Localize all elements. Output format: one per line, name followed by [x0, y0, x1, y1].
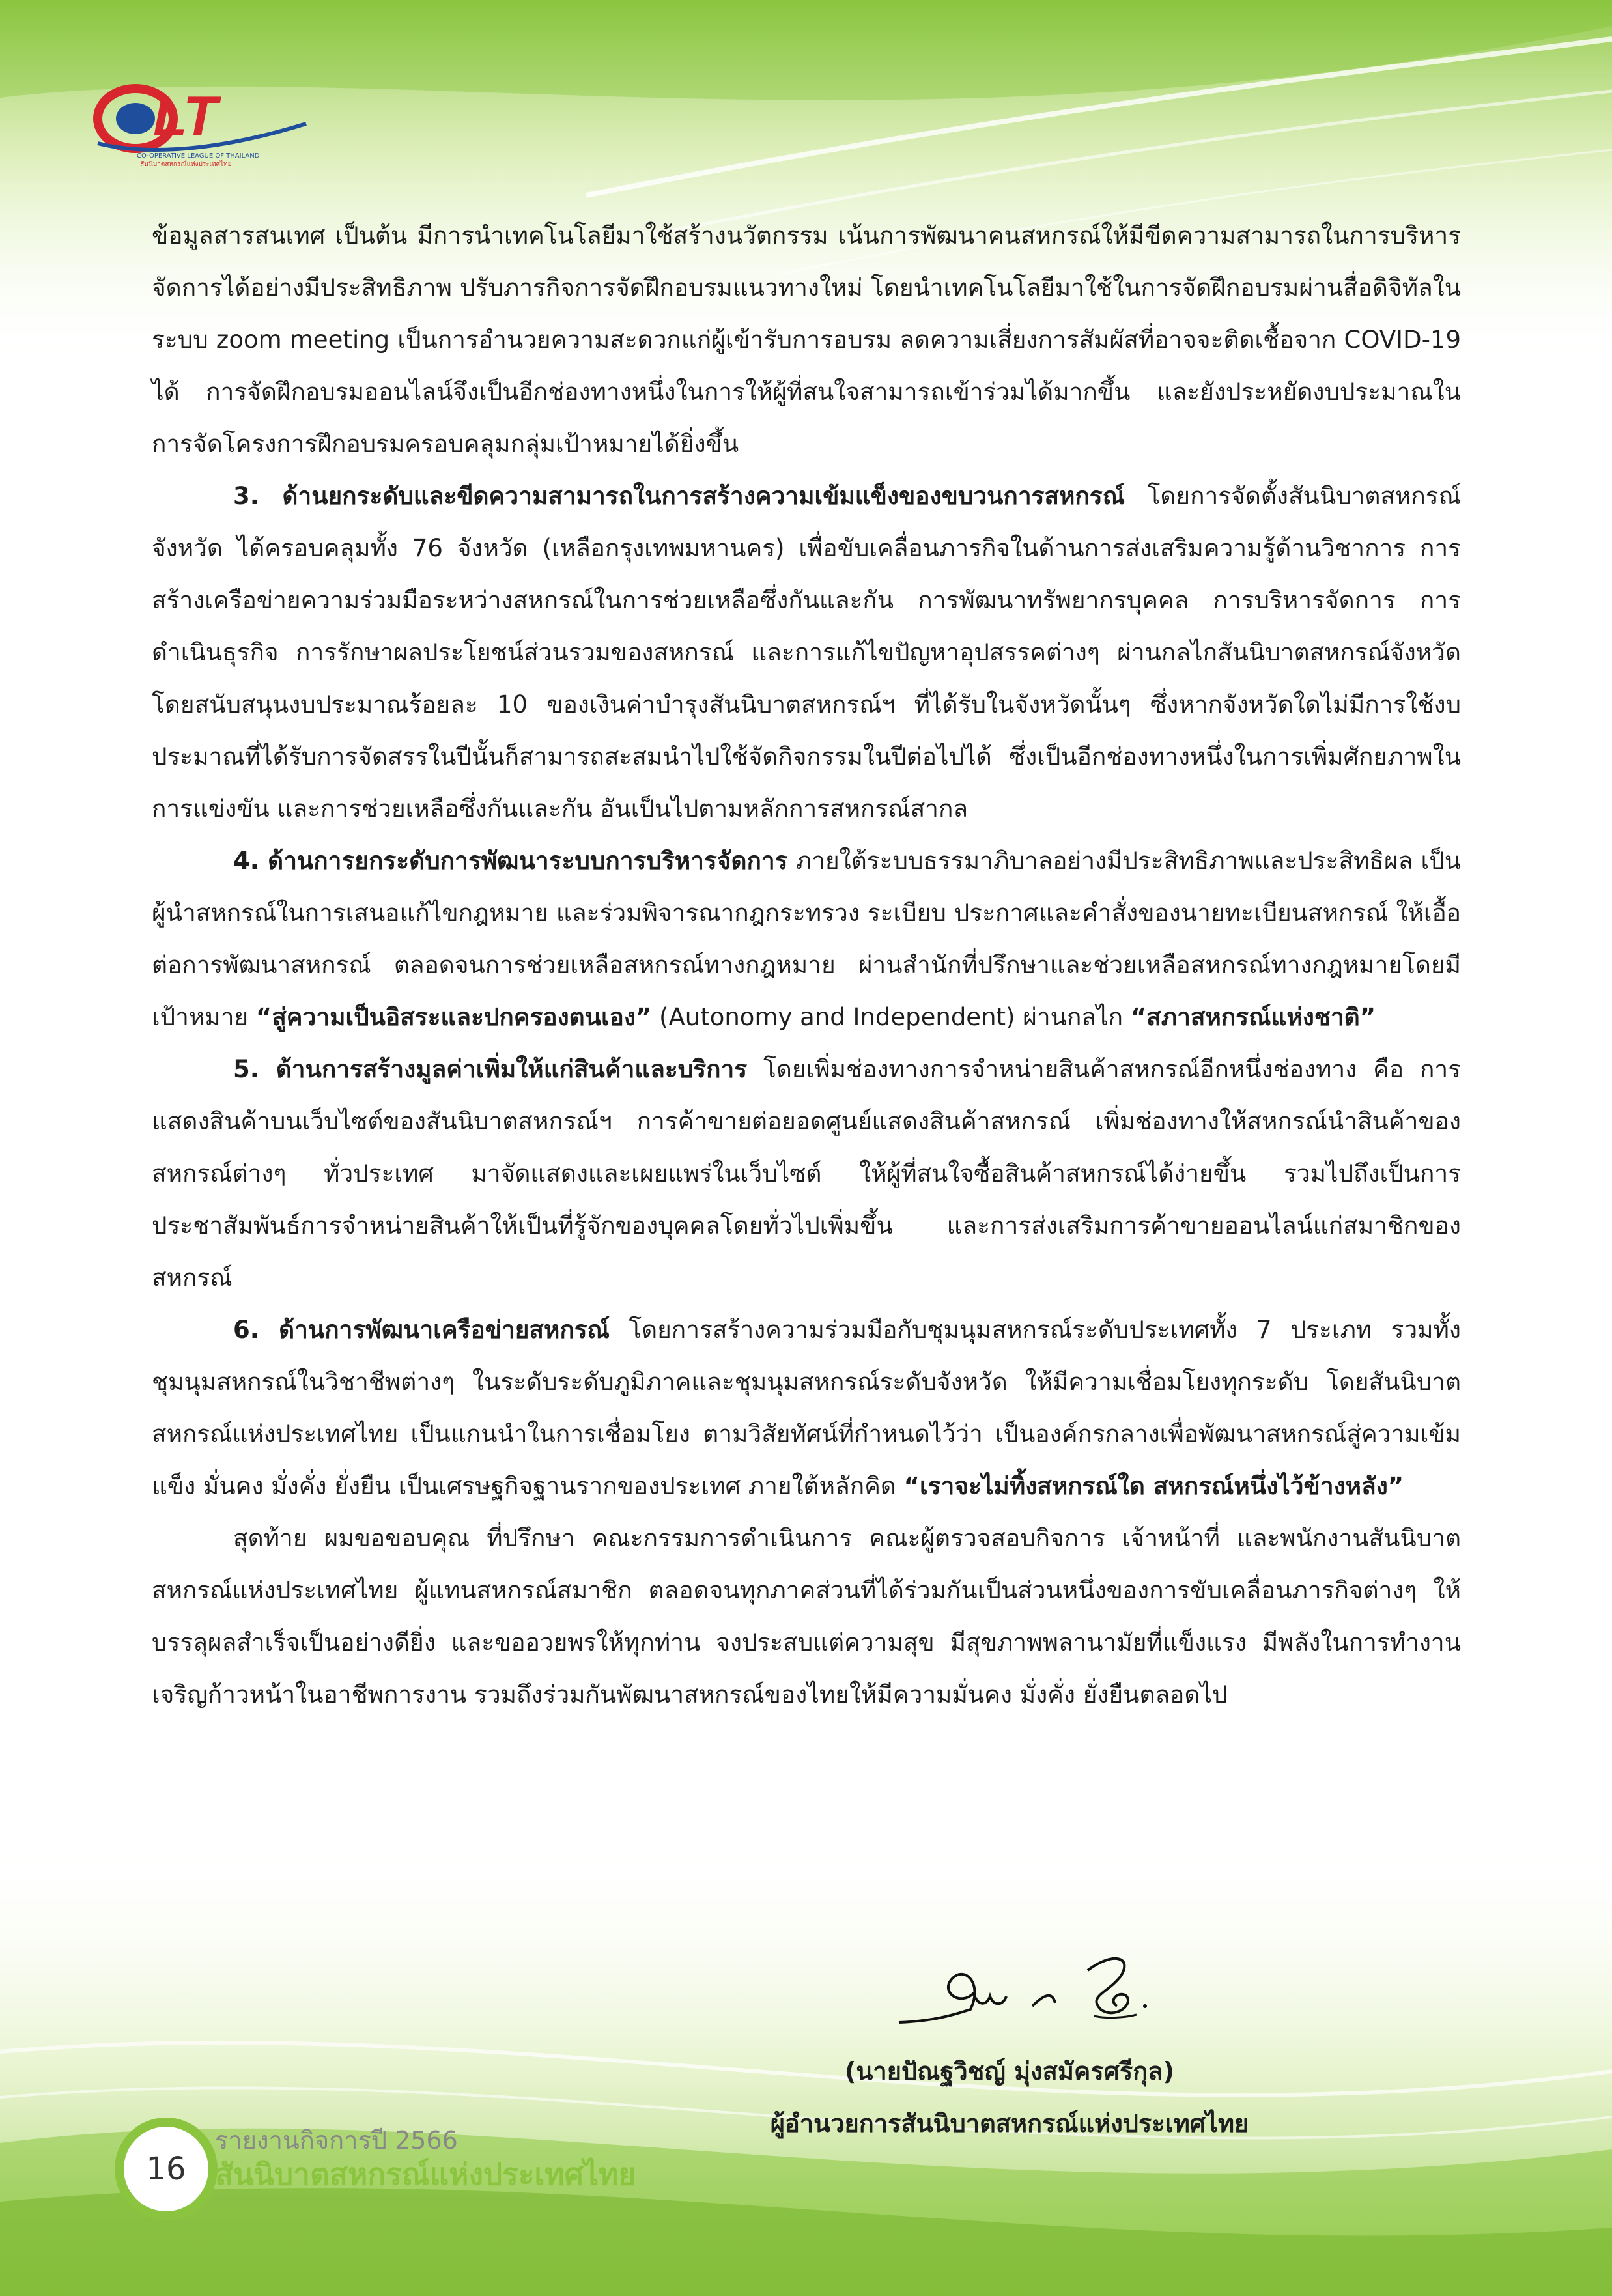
item-4-text-2: (Autonomy and Independent) ผ่านกลไก [651, 1003, 1131, 1031]
paragraph-item-6 [152, 1304, 1461, 1512]
footer-report-title: รายงานกิจการปี 2566 [215, 2126, 458, 2155]
item-3-text: โดยการจัดตั้งสันนิบาตสหกรณ์จังหวัด ได้ครอบคลุมทั้ง 76 จังหวัด (เหลือกรุงเทพมหานคร) เพื่อขับเคลื่อนภารกิจในด้านการส่งเสริมความรู้ด้านวิชาการ การสร้างเครือข่ายความร่วมมือระหว่างสหกรณ์ในการช่วยเหลือซึ่งกันและกัน การพัฒนาทรัพยากรบุคคล การบริหารจัดการ การดำเนินธุรกิจ การรักษาผลประโยชน์ส่วนรวมของสหกรณ์ และการแก้ไขปัญหาอุปสรรคต่างๆ ผ่านกลไกสันนิบาตสหกรณ์จังหวัด โดยสนับสนุนงบประมาณร้อยละ 10 ของเงินค่าบำรุงสันนิบาตสหกรณ์ฯ ที่ได้รับในจังหวัดนั้นๆ ซึ่งหากจังหวัดใดไม่มีการใช้งบประมาณที่ได้รับการจัดสรรในปีนั้นก็สามารถสะสมนำไปใช้จัดกิจกรรมในปีต่อไปได้ ซึ่งเป็นอีกช่องทางหนึ่งในการเพิ่มศักยภาพในการแข่งขัน และการช่วยเหลือซึ่งกันและกัน อันเป็นไปตามหลักการสหกรณ์สากล [152, 482, 1461, 823]
page-number: 16 [146, 2151, 186, 2187]
item-4-heading: 4. ด้านการยกระดับการพัฒนาระบบการบริหารจัดการ [233, 847, 788, 875]
signer-name: (นายปัณฐวิชญ์ มุ่งสมัครศรีกุล) [845, 2057, 1174, 2086]
item-3-heading: 3. ด้านยกระดับและขีดความสามารถในการสร้างความเข้มแข็งของขบวนการสหกรณ์ [233, 482, 1125, 510]
signer-position: ผู้อำนวยการสันนิบาตสหกรณ์แห่งประเทศไทย [770, 2109, 1249, 2138]
item-6-motto: “เราจะไม่ทิ้งสหกรณ์ใด สหกรณ์หนึ่งไว้ข้างหลัง” [903, 1472, 1404, 1500]
logo-tagline-en: CO-OPERATIVE LEAGUE OF THAILAND [137, 152, 260, 160]
item-4-text: ภายใต้ระบบธรรมาภิบาลอย่างมีประสิทธิภาพและประสิทธิผล เป็นผู้นำสหกรณ์ในการเสนอแก้ไขกฎหมาย และร่วมพิจารณากฎกระทรวง ระเบียบ ประกาศและคำสั่งของนายทะเบียนสหกรณ์ ให้เอื้อต่อการพัฒนาสหกรณ์ ตลอดจนการช่วยเหลือสหกรณ์ทางกฎหมาย ผ่านสำนักที่ปรึกษาและช่วยเหลือสหกรณ์ทางกฎหมายโดยมีเป้าหมาย [152, 847, 1461, 1031]
paragraph-closing: สุดท้าย ผมขอขอบคุณ ที่ปรึกษา คณะกรรมการดำเนินการ คณะผู้ตรวจสอบกิจการ เจ้าหน้าที่ และพนักงานสันนิบาตสหกรณ์แห่งประเทศไทย ผู้แทนสหกรณ์สมาชิก ตลอดจนทุกภาคส่วนที่ได้ร่วมกันเป็นส่วนหนึ่งของการขับเคลื่อนภารกิจต่างๆ ให้บรรลุผลสำเร็จเป็นอย่างดียิ่ง และขออวยพรให้ทุกท่าน จงประสบแต่ความสุข มีสุขภาพพลานามัยที่แข็งแรง มีพลังในการทำงาน เจริญก้าวหน้าในอาชีพการงาน รวมถึงร่วมกันพัฒนาสหกรณ์ของไทยให้มีความมั่นคง มั่งคั่ง ยั่งยืนตลอดไป [152, 1524, 1461, 1708]
paragraph-item-3 [152, 470, 1461, 835]
item-6-heading: 6. ด้านการพัฒนาเครือข่ายสหกรณ์ [233, 1316, 610, 1344]
letter-body [152, 210, 1461, 1721]
signer-block [716, 2045, 1303, 2149]
item-5-heading: 5. ด้านการสร้างมูลค่าเพิ่มให้แก่สินค้าและบริการ [233, 1055, 748, 1083]
paragraph-item-5 [152, 1043, 1461, 1304]
paragraph-intro: ข้อมูลสารสนเทศ เป็นต้น มีการนำเทคโนโลยีมาใช้สร้างนวัตกรรม เน้นการพัฒนาคนสหกรณ์ให้มีขีดความสามารถในการบริหารจัดการได้อย่างมีประสิทธิภาพ ปรับภารกิจการจัดฝึกอบรมแนวทางใหม่ โดยนำเทคโนโลยีมาใช้ในการจัดฝึกอบรมผ่านสื่อดิจิทัลในระบบ zoom meeting เป็นการอำนวยความสะดวกแก่ผู้เข้ารับการอบรม ลดความเสี่ยงการสัมผัสที่อาจจะติดเชื้อจาก COVID-19 ได้ การจัดฝึกอบรมออนไลน์จึงเป็นอีกช่องทางหนึ่งในการให้ผู้ที่สนใจสามารถเข้าร่วมได้มากขึ้น และยังประหยัดงบประมาณในการจัดโครงการฝึกอบรมครอบคลุมกลุ่มเป้าหมายได้ยิ่งขึ้น [152, 221, 1461, 458]
footer-org-name: สันนิบาตสหกรณ์แห่งประเทศไทย [215, 2157, 636, 2192]
svg-text:LT: LT [153, 85, 218, 148]
item-4-mechanism-quote: “สภาสหกรณ์แห่งชาติ” [1130, 1003, 1376, 1031]
handwritten-signature [892, 1944, 1172, 2042]
item-5-text: โดยเพิ่มช่องทางการจำหน่ายสินค้าสหกรณ์อีกหนึ่งช่องทาง คือ การแสดงสินค้าบนเว็บไซต์ของสันนิบาตสหกรณ์ฯ การค้าขายต่อยอดศูนย์แสดงสินค้าสหกรณ์ เพิ่มช่องทางให้สหกรณ์นำสินค้าของสหกรณ์ต่างๆ ทั่วประเทศ มาจัดแสดงและเผยแพร่ในเว็บไซต์ ให้ผู้ที่สนใจซื้อสินค้าสหกรณ์ได้ง่ายขึ้น รวมไปถึงเป็นการประชาสัมพันธ์การจำหน่ายสินค้าให้เป็นที่รู้จักของบุคคลโดยทั่วไปเพิ่มขึ้น และการส่งเสริมการค้าขายออนไลน์แก่สมาชิกของสหกรณ์ [152, 1055, 1462, 1292]
logo-tagline-th: สันนิบาตสหกรณ์แห่งประเทศไทย [140, 161, 232, 168]
paragraph-item-4 [152, 835, 1461, 1043]
item-4-goal-quote: “สู่ความเป็นอิสระและปกครองตนเอง” [255, 1003, 652, 1031]
item-6-text: โดยการสร้างความร่วมมือกับชุมนุมสหกรณ์ระดับประเทศทั้ง 7 ประเภท รวมทั้งชุมนุมสหกรณ์ในวิชาชีพต่างๆ ในระดับระดับภูมิภาคและชุมนุมสหกรณ์ระดับจังหวัด ให้มีความเชื่อมโยงทุกระดับ โดยสันนิบาตสหกรณ์แห่งประเทศไทย เป็นแกนนำในการเชื่อมโยง ตามวิสัยทัศน์ที่กำหนดไว้ว่า เป็นองค์กรกลางเพื่อพัฒนาสหกรณ์สู่ความเข้มแข็ง มั่นคง มั่งคั่ง ยั่งยืน เป็นเศรษฐกิจฐานรากของประเทศ ภายใต้หลักคิด [152, 1316, 1461, 1500]
clt-logo [91, 78, 313, 169]
